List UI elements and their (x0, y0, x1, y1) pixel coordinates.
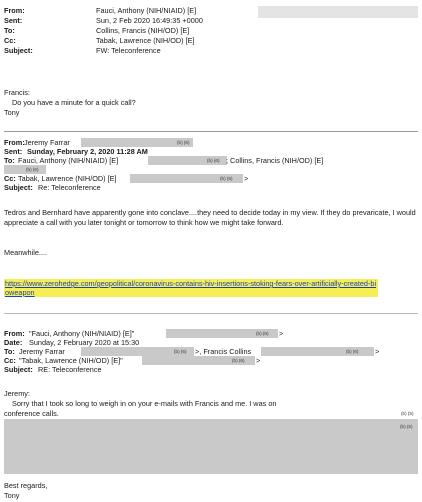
fauci-closing: Best regards, (4, 481, 48, 490)
fauci-greeting: Jeremy: (4, 389, 30, 398)
top-greeting: Francis: (4, 88, 30, 97)
farrar-subject-value: Re: Teleconference (38, 183, 101, 192)
farrar-body: Tedros and Bernhard have apparently gone into conclave....they need to decide today in my view. If they do prevaricate, I would appreciate a call with you later tonight or tomorrow to think how we might take forward. (4, 208, 416, 227)
fauci-cc-tail: > (256, 356, 261, 365)
redaction-code: (b) (6) (26, 167, 39, 172)
redaction-fauci-body (4, 419, 418, 474)
farrar-to-label: To: (4, 156, 15, 165)
header-to-label: To: (4, 26, 15, 35)
fauci-body-2: conference calls. (4, 409, 59, 418)
redaction-code: (b) (6) (220, 176, 233, 181)
fauci-date-label: Date: (4, 338, 23, 347)
fauci-subject-value: RE: Teleconference (38, 365, 102, 374)
redaction-top-right (258, 6, 418, 18)
header-subject-label: Subject: (4, 46, 33, 55)
redaction-code: (b) (5) (401, 411, 414, 416)
fauci-from-tail: > (279, 329, 284, 338)
redaction-code: (b) (5) (400, 424, 413, 429)
zerohedge-link[interactable] (4, 279, 378, 297)
farrar-meanwhile: Meanwhile.... (4, 248, 47, 257)
divider-1 (4, 131, 418, 132)
header-sent-label: Sent: (4, 16, 23, 25)
fauci-from-value: "Fauci, Anthony (NIH/NIAID) [E]" (29, 329, 135, 338)
farrar-subject-label: Subject: (4, 183, 33, 192)
fauci-to-label: To: (4, 347, 15, 356)
redaction-code: (b) (6) (346, 349, 359, 354)
fauci-cc-label: Cc: (4, 356, 16, 365)
farrar-cc-tail: > (244, 174, 249, 183)
fauci-cc-value: "Tabak, Lawrence (NIH/OD) [E]" (19, 356, 123, 365)
fauci-subject-label: Subject: (4, 365, 33, 374)
header-to-value: Collins, Francis (NIH/OD) [E] (96, 26, 190, 35)
fauci-to-tail: > (375, 347, 380, 356)
redaction-code: (b) (6) (232, 358, 245, 363)
farrar-to-value-a: Fauci, Anthony (NIH/NIAID) [E] (18, 156, 119, 165)
divider-2 (4, 313, 418, 314)
header-from-label: From: (4, 6, 25, 15)
farrar-from-label: From: (4, 138, 25, 147)
top-signature: Tony (4, 108, 20, 117)
farrar-sent-label: Sent: (4, 147, 23, 156)
header-cc-label: Cc: (4, 36, 16, 45)
redaction-code: (b) (6) (174, 349, 187, 354)
fauci-signature: Tony (4, 491, 20, 500)
redaction-farrar-to-b (4, 165, 46, 174)
farrar-sent-value: Sunday, February 2, 2020 11:28 AM (27, 147, 148, 156)
redaction-code: (b) (6) (256, 331, 269, 336)
fauci-to-mid: >, Francis Collins (195, 347, 252, 356)
redaction-code: (b) (6) (177, 140, 190, 145)
fauci-from-label: From: (4, 329, 25, 338)
header-from-value: Fauci, Anthony (NIH/NIAID) [E] (96, 6, 197, 15)
header-cc-value: Tabak, Lawrence (NIH/OD) [E] (96, 36, 195, 45)
header-subject-value: FW: Teleconference (96, 46, 161, 55)
farrar-cc-value: Tabak, Lawrence (NIH/OD) [E] (18, 174, 117, 183)
fauci-date-value: Sunday, 2 February 2020 at 15:30 (29, 338, 140, 347)
farrar-to-value-b: ; Collins, Francis (NIH/OD) [E] (226, 156, 324, 165)
zerohedge-link-text[interactable]: https://www.zerohedge.com/geopolitical/coronavirus-contains-hiv-insertions-stoking-fears-over-artificially-created-bioweapon (5, 279, 377, 297)
header-sent-value: Sun, 2 Feb 2020 16:49:35 +0000 (96, 16, 203, 25)
farrar-from-value: Jeremy Farrar (24, 138, 70, 147)
fauci-body-1: Sorry that I took so long to weigh in on your e-mails with Francis and me. I was on (12, 399, 277, 408)
farrar-cc-label: Cc: (4, 174, 16, 183)
fauci-to-value: Jeremy Farrar (19, 347, 65, 356)
top-body: Do you have a minute for a quick call? (12, 98, 136, 107)
redaction-code: (b) (6) (207, 158, 220, 163)
